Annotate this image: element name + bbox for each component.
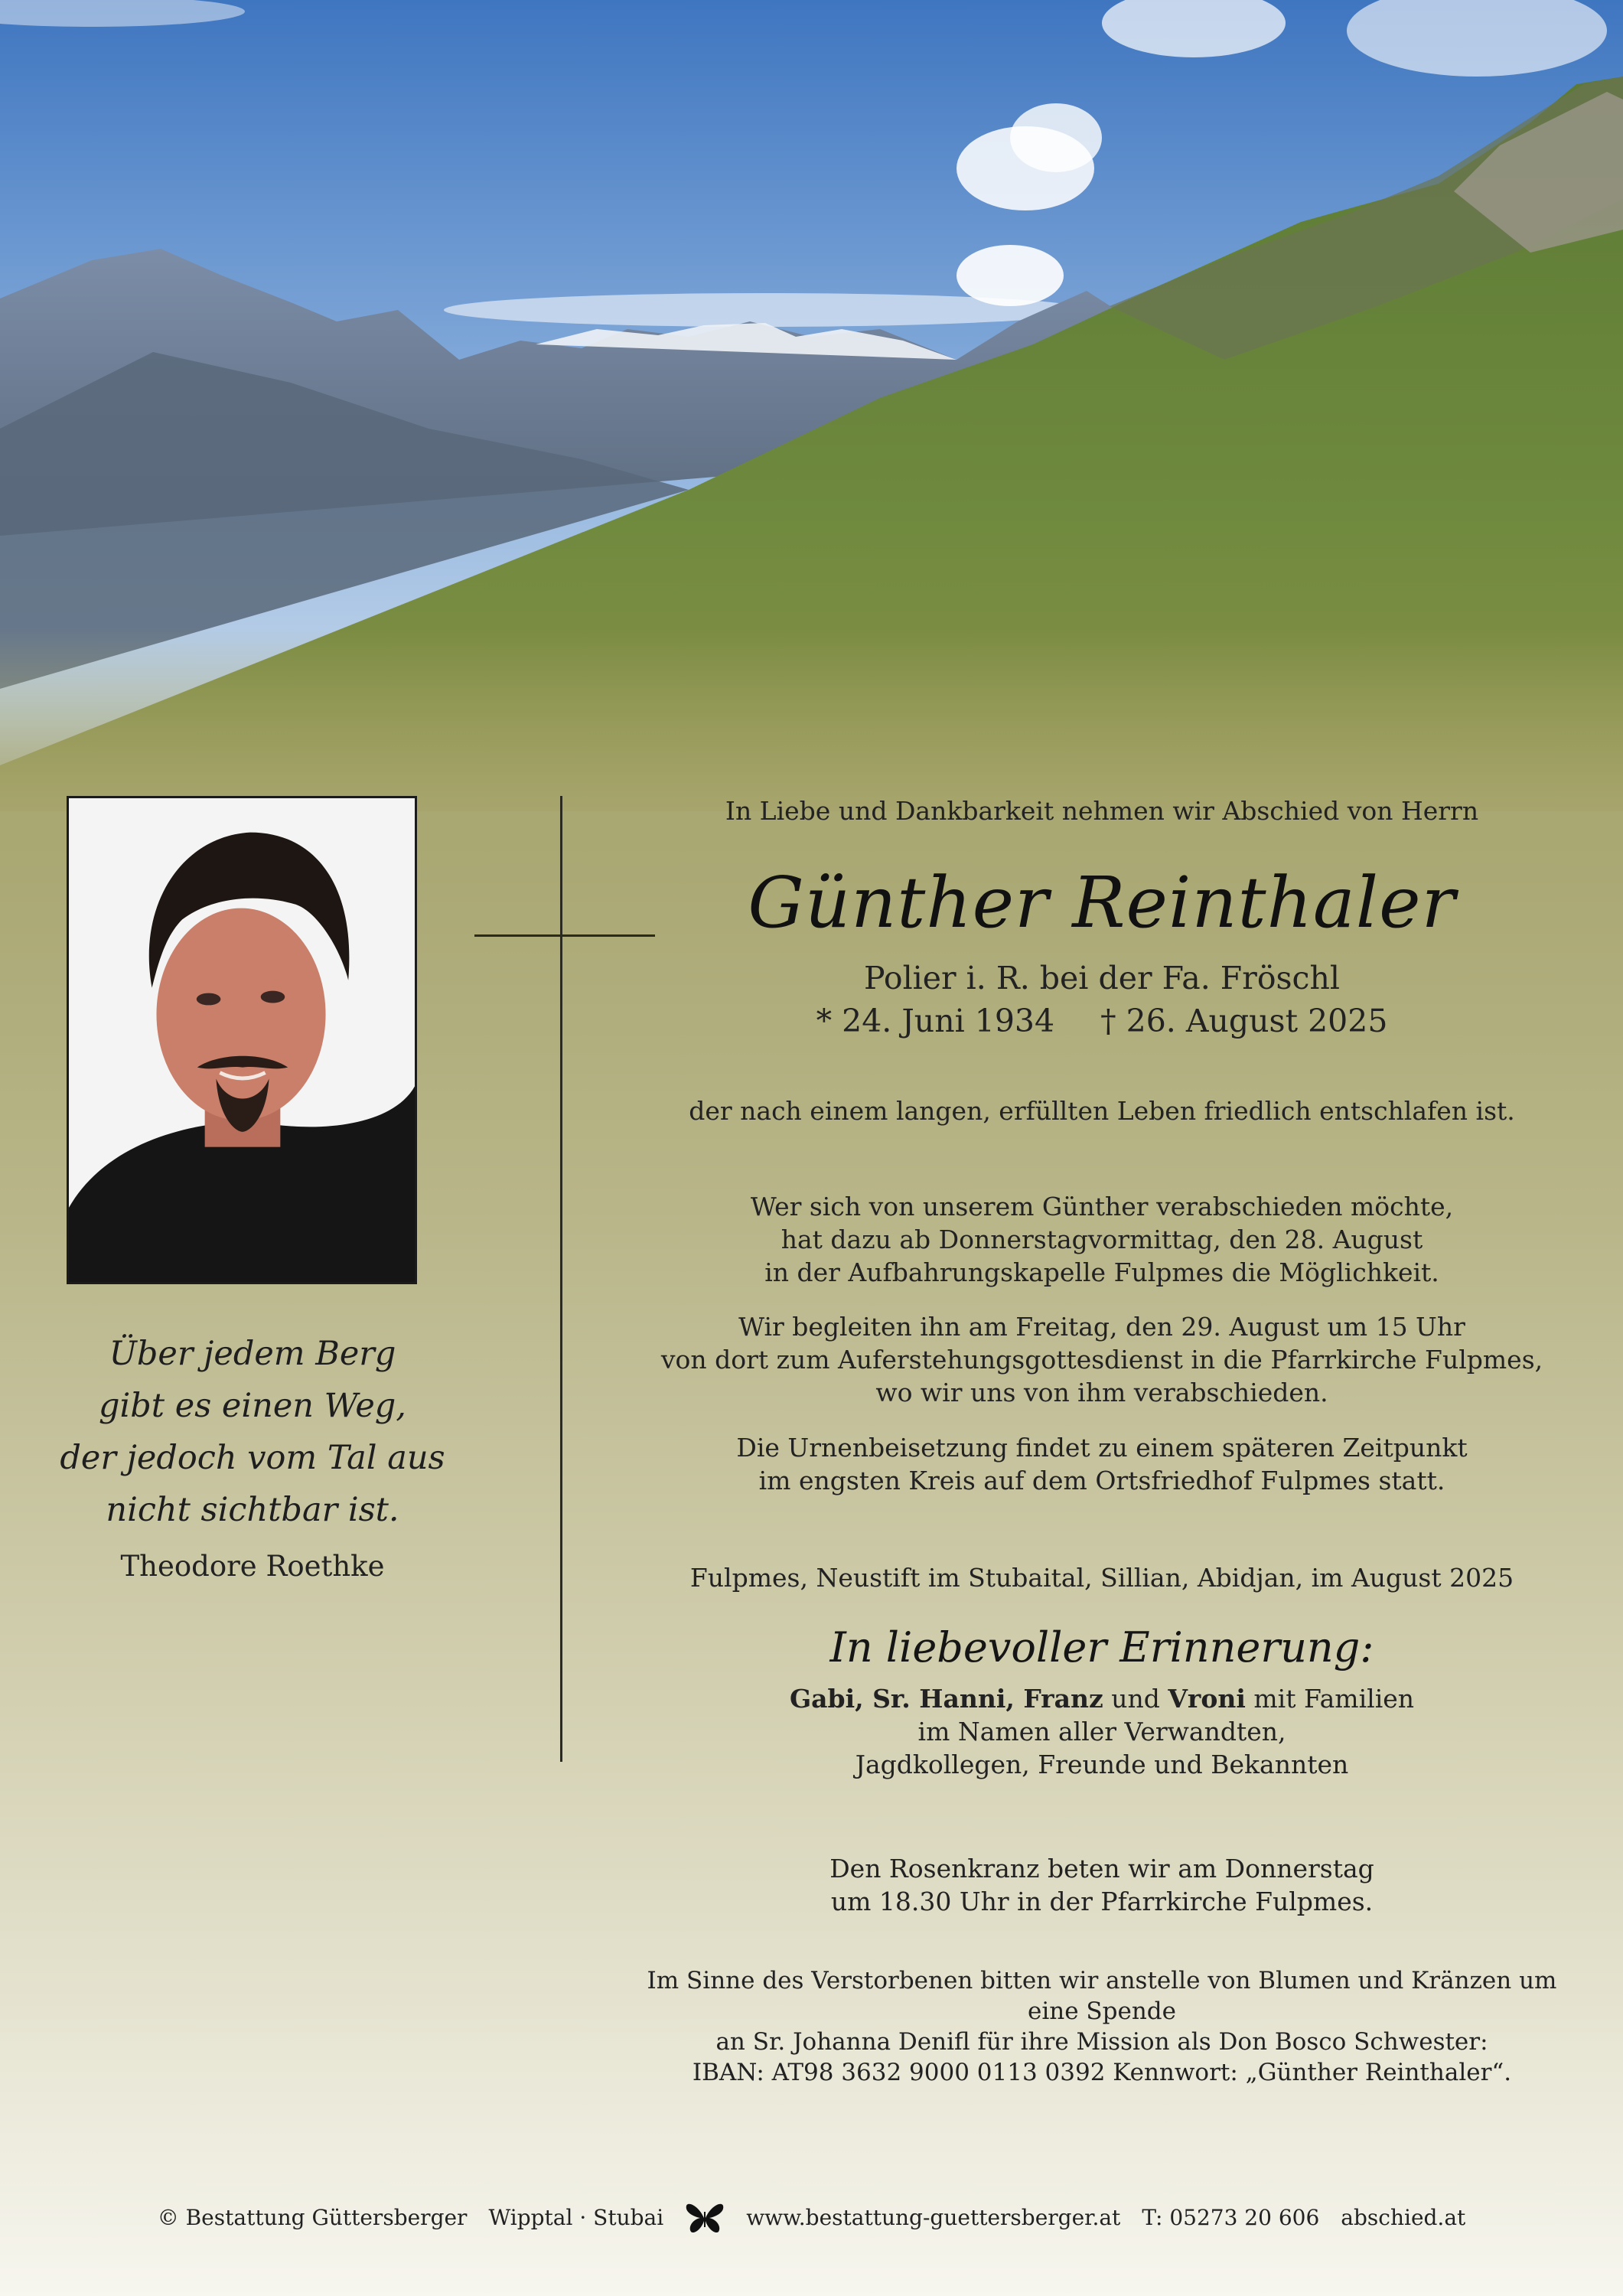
text-line: Die Urnenbeisetzung findet zu einem späteren Zeitpunkt <box>736 1433 1468 1463</box>
text-line: hat dazu ab Donnerstagvormittag, den 28. August <box>781 1225 1423 1254</box>
conjunction: und <box>1111 1684 1160 1714</box>
poem-line: Über jedem Berg <box>109 1335 396 1373</box>
poem-line: gibt es einen Weg, <box>99 1387 406 1425</box>
donation-paragraph <box>620 1965 1584 2088</box>
text-line: IBAN: AT98 3632 9000 0113 0392 Kennwort: „Günther Reinthaler“. <box>692 2059 1512 2086</box>
text-line: wo wir uns von ihm verabschieden. <box>875 1378 1328 1407</box>
mourners-line <box>643 1682 1561 1715</box>
text-line: Den Rosenkranz beten wir am Donnerstag <box>829 1854 1374 1883</box>
poem-author: Theodore Roethke <box>120 1550 385 1583</box>
mountain-landscape-image <box>0 0 1623 811</box>
life-dates <box>643 1001 1561 1041</box>
footer-phone: T: 05273 20 606 <box>1142 2205 1320 2230</box>
footer-website-link[interactable]: www.bestattung-guettersberger.at <box>746 2205 1121 2230</box>
text-line: Jagdkollegen, Freunde und Bekannten <box>855 1750 1349 1779</box>
mourner-name: Vroni <box>1168 1684 1246 1714</box>
text-line: Wir begleiten ihn am Freitag, den 29. August um 15 Uhr <box>738 1312 1465 1342</box>
text-line: Wer sich von unserem Günther verabschieden möchte, <box>750 1192 1454 1221</box>
rosary-paragraph <box>643 1852 1561 1918</box>
deceased-name: Günther Reinthaler <box>748 862 1456 944</box>
butterfly-icon <box>685 2201 725 2235</box>
footer-portal-link[interactable]: abschied.at <box>1341 2205 1466 2230</box>
text-line: im engsten Kreis auf dem Ortsfriedhof Fulpmes statt. <box>758 1466 1445 1495</box>
viewing-paragraph <box>643 1190 1561 1289</box>
service-paragraph <box>643 1310 1561 1409</box>
text-line: Im Sinne des Verstorbenen bitten wir anstelle von Blumen und Kränzen um eine Spende <box>647 1967 1557 2025</box>
footer-region: Wipptal · Stubai <box>488 2205 664 2230</box>
death-date: † 26. August 2025 <box>1100 1003 1388 1039</box>
place-date-line: Fulpmes, Neustift im Stubaital, Sillian, Abidjan, im August 2025 <box>689 1563 1514 1593</box>
footer-copyright: © Bestattung Güttersberger <box>157 2205 468 2230</box>
text-line: an Sr. Johanna Denifl für ihre Mission als Don Bosco Schwester: <box>715 2028 1488 2056</box>
poem <box>46 1328 459 1583</box>
portrait-photo <box>67 796 417 1284</box>
burial-paragraph <box>643 1431 1561 1497</box>
mourner-names: Gabi, Sr. Hanni, Franz <box>789 1684 1103 1714</box>
memory-title: In liebevoller Erinnerung: <box>829 1623 1374 1671</box>
footer <box>0 2201 1623 2235</box>
cross-horizontal-line <box>474 934 655 937</box>
cross-vertical-line <box>560 796 562 1762</box>
occupation: Polier i. R. bei der Fa. Fröschl <box>863 960 1341 996</box>
mourners-tail: mit Familien <box>1253 1684 1415 1714</box>
intro-line: In Liebe und Dankbarkeit nehmen wir Abschied von Herrn <box>725 796 1479 826</box>
mourners-list <box>643 1682 1561 1781</box>
text-line: von dort zum Auferstehungsgottesdienst in die Pfarrkirche Fulpmes, <box>660 1345 1543 1375</box>
text-line: in der Aufbahrungskapelle Fulpmes die Möglichkeit. <box>764 1257 1439 1287</box>
poem-line: nicht sichtbar ist. <box>106 1491 399 1529</box>
text-line: um 18.30 Uhr in der Pfarrkirche Fulpmes. <box>830 1887 1374 1916</box>
text-line: im Namen aller Verwandten, <box>917 1717 1286 1746</box>
birth-date: * 24. Juni 1934 <box>816 1003 1055 1039</box>
poem-line: der jedoch vom Tal aus <box>60 1439 445 1477</box>
peace-line: der nach einem langen, erfüllten Leben friedlich entschlafen ist. <box>689 1096 1515 1126</box>
